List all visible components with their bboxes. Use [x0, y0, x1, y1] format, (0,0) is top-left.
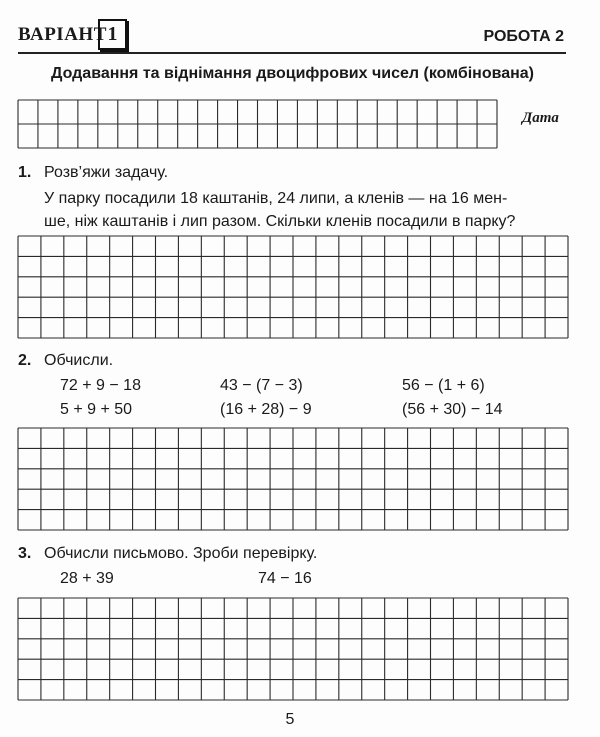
page-number: 5 [285, 711, 295, 728]
task-2-number: 2. [18, 352, 32, 369]
task-2-expression: (56 + 30) − 14 [402, 401, 503, 418]
work-label: РОБОТА 2 [483, 28, 564, 45]
task-3-expression: 28 + 39 [60, 570, 114, 587]
task-3-number: 3. [18, 545, 32, 562]
variant-number-box: 1 [98, 19, 127, 50]
task-2-expression: 43 − (7 − 3) [220, 377, 303, 394]
variant-label: ВАРІАНТ [18, 24, 107, 45]
page-title: Додавання та віднімання двоцифрових чисел (комбінована) [50, 65, 534, 82]
task-3-expression: 74 − 16 [258, 570, 312, 587]
task-2-expression: 56 − (1 + 6) [402, 377, 485, 394]
task-2-instruction: Обчисли. [44, 352, 114, 369]
task-1-number: 1. [18, 164, 32, 181]
task-2-expression: 72 + 9 − 18 [60, 377, 141, 394]
task-2-expression: (16 + 28) − 9 [220, 401, 312, 418]
task-2-expression: 5 + 9 + 50 [60, 401, 133, 418]
date-label: Дата [522, 110, 559, 126]
task-3-instruction: Обчисли письмово. Зроби перевірку. [44, 545, 318, 562]
task-1-text-line1: У парку посадили 18 каштанів, 24 липи, а кленів — на 16 мен- [44, 190, 508, 207]
task-1-text-line2: ше, ніж каштанів і лип разом. Скільки кленів посадили в парку? [44, 213, 516, 230]
task-1-instruction: Розв’яжи задачу. [44, 164, 169, 181]
